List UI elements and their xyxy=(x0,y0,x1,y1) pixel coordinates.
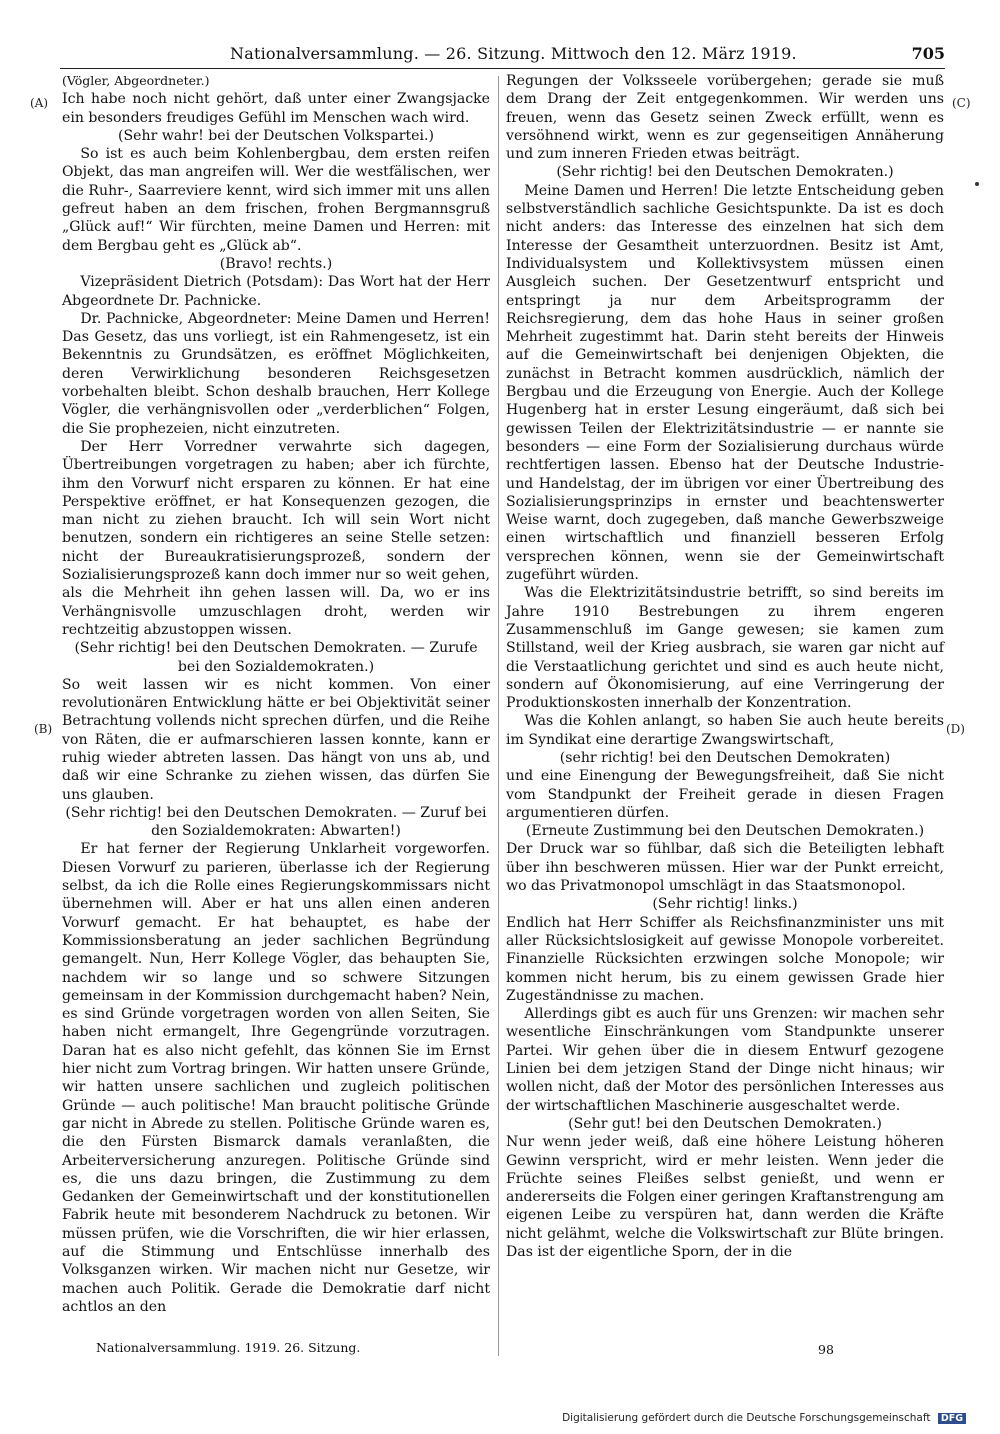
dfg-logo: DFG xyxy=(938,1413,966,1424)
interjection: (Sehr richtig! bei den Deutschen Demokraten. — Zurufe bei den Sozialdemokraten.) xyxy=(74,640,478,675)
paragraph: und eine Einengung der Bewegungsfreiheit, daß Sie nicht vom Standpunkt der Freiheit gerade in diesen Fragen argumentieren dürfen. xyxy=(506,768,944,821)
interjection: (Sehr wahr! bei der Deutschen Volkspartei.) xyxy=(118,127,434,144)
page-number: 705 xyxy=(911,44,945,63)
paragraph: Ich habe noch nicht gehört, daß unter einer Zwangsjacke ein besonders freudiges Gefühl im Menschen wach wird. xyxy=(62,91,490,126)
interjection: (sehr richtig! bei den Deutschen Demokraten) xyxy=(559,749,891,766)
paragraph: Was die Elektrizitätsindustrie betrifft, so sind bereits im Jahre 1910 Bestrebungen zu ihrem engeren Zusammenschluß im Gange gewesen; sie kamen zum Stillstand, weil der Krieg ausbrach, sie waren gar nicht auf die Verstaatlichung gerichtet und sind es auch heute nicht, sondern auf Ökonomisierung, auf eine Verringerung der Produktionskosten innerhalb der Konzentration. xyxy=(506,585,944,712)
paragraph: Allerdings gibt es auch für uns Grenzen: wir machen sehr wesentliche Einschränkungen vom Standpunkte unserer Partei. Wir gehen über die in diesem Entwurf gezogene Linien bei dem jetzigen Stand der Dinge nicht hinaus; wir wollen nicht, daß der Motor des persönlichen Interesses aus der wirtschaftlichen Maschinerie ausgeschaltet werde. xyxy=(506,1006,944,1114)
digitization-note xyxy=(562,1412,966,1424)
header-title: Nationalversammlung. — 26. Sitzung. Mittwoch den 12. März 1919. xyxy=(230,44,797,63)
margin-marker-d: (D) xyxy=(946,722,965,736)
paragraph: So weit lassen wir es nicht kommen. Von einer revolutionären Entwicklung hätte er bei Objektivität seiner Betrachtung vollends nicht sprechen dürfen, und die Reihe von Räten, die er aufmarschieren lassen konnte, kann er ruhig wieder abtreten lassen. Das hängt von uns ab, und daß wir eine Schranke zu ziehen wissen, das dürfen Sie uns glauben. xyxy=(62,676,490,803)
interjection: (Sehr gut! bei den Deutschen Demokraten.) xyxy=(568,1115,882,1132)
paragraph: Der Herr Vorredner verwahrte sich dagegen, Übertreibungen vorgetragen zu haben; aber ich fürchte, ihm den Vorwurf nicht ersparen zu können. Er hat eine Perspektive eröffnet, er hat Konsequenzen gezogen, die man nicht zu ziehen braucht. Ich will sein Wort nicht benutzen, sondern ein richtigeres an seine Stelle setzen: nicht der Bureaukratisierungsprozeß, sondern der Sozialisierungsprozeß kann doch immer nur so weit gehen, als die Mehrheit ihn gehen lassen will. Da, wo er ins Verhängnisvolle umzuschlagen droht, werden wir rechtzeitig abzustoppen wissen. xyxy=(62,438,490,638)
running-speaker: (Vögler, Abgeordneter.) xyxy=(62,73,210,88)
page-header xyxy=(60,42,945,69)
paragraph: Meine Damen und Herren! Die letzte Entscheidung geben selbstverständlich sachliche Gesichtspunkte. Da ist es doch nicht anders: das Interesse des einzelnen hat sich dem Interesse der Gesamtheit unterzuordnen. Besitz ist Amt, Individualsystem und Kollektivsystem müssen einen Ausgleich suchen. Der Gesetzentwurf entspricht und entspringt ja nur dem Arbeitsprogramm der Reichsregierung, dem das hohe Haus in seiner großen Mehrheit zugestimmt hat. Darin steht bereits der Hinweis auf die Gemeinwirtschaft bei denjenigen Objekten, die zunächst in Betracht kommen ausdrücklich, nämlich der Bergbau und die Erzeugung von Energie. Auch der Kollege Hugenberg hat in erster Lesung eingeräumt, daß sich bei gewissen Teilen der Elektrizitätsindustrie — er nannte sie besonders — eine Form der Sozialisierung durchaus würde rechtfertigen lassen. Ebenso hat der Deutsche Industrie- und Handelstag, der im übrigen vor einer Übertreibung des Sozialisierungsprinzips in ernster und beachtenswerter Weise warnt, doch zugegeben, daß manche Gewerbszweige einen wirtschaftlich und finanziell besseren Erfolg versprechen können, wenn sie der Gemeinwirtschaft zugeführt würden. xyxy=(506,182,944,584)
interjection: (Bravo! rechts.) xyxy=(219,255,333,272)
paragraph: Dr. Pachnicke, Abgeordneter: Meine Damen und Herren! Das Gesetz, das uns vorliegt, ist ein Rahmengesetz, ist ein Bekenntnis zu Grundsätzen, es eröffnet Möglichkeiten, deren Verwirklichung besonderen Reichsgesetzen vorbehalten bleibt. Schon deshalb brauchen, Herr Kollege Vögler, die verhängnisvollen oder „verderblichen“ Folgen, die Sie prophezeien, nicht einzutreten. xyxy=(62,310,490,437)
paragraph: So ist es auch beim Kohlenbergbau, dem ersten reifen Objekt, das man angreifen will. Wer die westfälischen, wer die Ruhr-, Saarreviere kennt, wird sich immer mit uns allen gefreut haben an dem frischen, frohen Bergmannsgruß „Glück auf!“ Wir fürchten, meine Damen und Herren: mit dem Bergbau geht es „Glück ab“. xyxy=(62,146,490,254)
interjection: (Sehr richtig! bei den Deutschen Demokraten.) xyxy=(556,164,894,181)
paragraph: Der Druck war so fühlbar, daß sich die Beteiligten lebhaft über ihn beschweren müssen. Hier war der Punkt erreicht, wo das Privatmonopol umschlägt in das Staatsmonopol. xyxy=(506,841,944,895)
interjection: (Sehr richtig! bei den Deutschen Demokraten. — Zuruf bei den Sozialdemokraten: Abwarten!) xyxy=(65,804,487,840)
margin-marker-a: (A) xyxy=(30,96,49,110)
paragraph: Was die Kohlen anlangt, so haben Sie auch heute bereits im Syndikat eine derartige Zwangswirtschaft, xyxy=(506,713,944,748)
footer-volume: Nationalversammlung. 1919. 26. Sitzung. xyxy=(96,1340,361,1355)
paragraph: Er hat ferner der Regierung Unklarheit vorgeworfen. Diesen Vorwurf zu parieren, überlasse ich der Regierung selbst, da ich die Rolle eines Regierungskommissars nicht übernehmen will. Aber er hat uns allen einen anderen Vorwurf gemacht. Er hat behauptet, es habe der Kommissionsberatung an jeder sachlichen Begründung gemangelt. Nun, Herr Kollege Vögler, das behaupten Sie, nachdem wir so lange und so schwere Sitzungen gemeinsam in der Kommission durchgemacht haben? Nein, es sind Gründe vorgetragen worden von allen Seiten, Sie haben nicht ermangelt, Ihre Gegengründe vorzutragen. Daran hat es also nicht gefehlt, das können Sie im Ernst hier nicht zum Vortrag bringen. Wir hatten unsere Gründe, wir hatten unsere sachlichen und zugleich politischen Gründe — auch politische! Man braucht politische Gründe gar nicht in Abrede zu stellen. Politische Gründe waren es, die den Fürsten Bismarck damals veranlaßten, die Arbeiterversicherung anzuregen. Politische Gründe sind es, die uns dazu bringen, die Zustimmung zu dem Gedanken der Gemeinwirtschaft und der konstitutionellen Fabrik heute mit besonderem Nachdruck zu betonen. Wir müssen prüfen, wie die Vorschriften, die wir hier erlassen, auf die Stimmung und Entschlüsse innerhalb des Volksganzen wirken. Wir machen nicht nur Gesetze, wir machen auch Politik. Gerade die Demokratie darf nicht achtlos an den xyxy=(62,841,490,1315)
margin-marker-c: (C) xyxy=(952,96,971,110)
left-column xyxy=(62,72,490,1316)
margin-marker-b: (B) xyxy=(34,722,53,736)
paragraph: Endlich hat Herr Schiffer als Reichsfinanzminister uns mit aller Rücksichtslosigkeit auf gewisse Monopole vorbereitet. Finanzielle Rücksichten erzwingen solche Monopole; wir kommen nicht herum, bis zu einem gewissen Grade hier Zugeständnisse zu machen. xyxy=(506,914,944,1004)
column-divider xyxy=(498,76,499,1356)
digitization-text: Digitalisierung gefördert durch die Deutsche Forschungsgemeinschaft xyxy=(562,1412,931,1424)
paragraph: Nur wenn jeder weiß, daß eine höhere Leistung höheren Gewinn verspricht, wird er mehr leisten. Wenn jeder die Früchte seines Fleißes selbst genießt, und wenn er andererseits die Folgen einer geringen Kraftanstrengung am eigenen Leibe zu verspüren hat, dann werden die Kräfte nicht gelähmt, welche die Volkswirtschaft zur Blüte bringen. Das ist der eigentliche Sporn, der in die xyxy=(506,1134,944,1260)
margin-dot xyxy=(975,182,979,186)
right-column xyxy=(506,72,944,1261)
paragraph: Vizepräsident Dietrich (Potsdam): Das Wort hat der Herr Abgeordnete Dr. Pachnicke. xyxy=(62,274,490,309)
footer-sheet-number: 98 xyxy=(818,1342,834,1357)
paragraph: Regungen der Volksseele vorübergehen; gerade sie muß dem Drang der Zeit entgegenkommen. Wir werden uns freuen, wenn das Gesetz seinen Zweck erfüllt, wenn es versöhnend wirkt, wenn es zur gegenseitigen Annäherung und zum inneren Frieden etwas beiträgt. xyxy=(506,73,944,163)
interjection: (Sehr richtig! links.) xyxy=(652,896,798,913)
interjection: (Erneute Zustimmung bei den Deutschen Demokraten.) xyxy=(525,823,925,840)
